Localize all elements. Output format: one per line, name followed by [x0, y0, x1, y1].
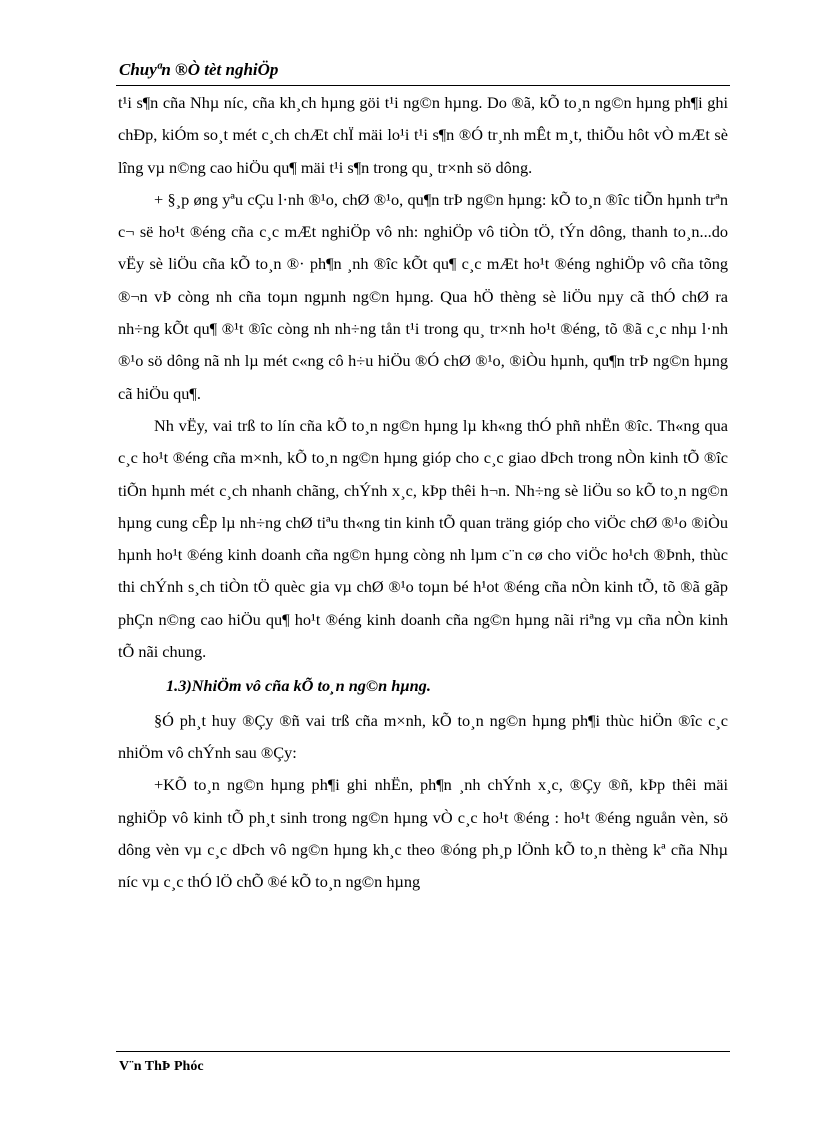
paragraph-3: Nh vËy, vai trß to lín cña kÕ to¸n ng©n hµng lµ kh«ng thÓ phñ nhËn ®îc. Th«ng qua c¸c ho¹t ®éng cña m×nh, kÕ to¸n ng©n hµng gióp cho c¸c giao dÞch trong nÒn kinh tÕ ®îc tiÕn hµnh mét c¸ch nhanh chãng, chÝnh x¸c, kÞp thêi h¬n. Nh÷ng sè liÖu so kÕ to¸n ng©n hµng cung cÊp lµ nh÷ng chØ tiªu th«ng tin kinh tÕ quan träng gióp cho viÖc chØ ®¹o ®iÒu hµnh ho¹t ®éng kinh doanh cña ng©n hµng còng nh lµm c¨n cø cho viÖc ho¹ch ®Þnh, thùc thi chÝnh s¸ch tiÒn tÖ quèc gia vµ chØ ®¹o toµn bé h¹ot ®éng cña nÒn kinh tÕ, tõ ®ã gãp phÇn n©ng cao hiÖu qu¶ ho¹t ®éng kinh doanh cña ng©n hµng nãi riªng vµ cña nÒn kinh tÕ nãi chung. [118, 415, 728, 662]
paragraph-2: + §¸p øng yªu cÇu l·nh ®¹o, chØ ®¹o, qu¶n trÞ ng©n hµng: kÕ to¸n ®îc tiÕn hµnh trªn c¬ së ho¹t ®éng cña c¸c mÆt nghiÖp vô nh: nghiÖp vô tiÒn tÖ, tÝn dông, thanh to¸n...do vËy sè liÖu cña kÕ to¸n ®· ph¶n ¸nh ®îc kÕt qu¶ c¸c mÆt ho¹t ®éng nghiÖp vô cña tõng ®¬n vÞ còng nh cña toµn ngµnh ng©n hµng. Qua hÖ thèng sè liÖu nµy cã thÓ chØ ra nh÷ng kÕt qu¶ ®¹t ®îc còng nh nh÷ng tån t¹i trong qu¸ tr×nh ho¹t ®éng, tõ ®ã c¸c nhµ l·nh ®¹o sö dông nã nh lµ mét c«ng cô h÷u hiÖu ®Ó chØ ®¹o, ®iÒu hµnh, qu¶n trÞ ng©n hµng cã hiÖu qu¶. [118, 189, 728, 403]
document-body [118, 87, 728, 898]
header-divider [116, 85, 730, 86]
footer-divider [116, 1051, 730, 1052]
page-header-title: Chuyªn ®Ò tèt nghiÖp [119, 60, 279, 79]
section-heading: 1.3)NhiÖm vô cña kÕ to¸n ng©n hµng. [166, 676, 431, 696]
footer-author: V¨n ThÞ Phóc [119, 1059, 204, 1074]
paragraph-4: §Ó ph¸t huy ®Çy ®ñ vai trß cña m×nh, kÕ to¸n ng©n hµng ph¶i thùc hiÖn ®îc c¸c nhiÖm vô chÝnh sau ®Çy: [118, 710, 728, 762]
paragraph-5: +KÕ to¸n ng©n hµng ph¶i ghi nhËn, ph¶n ¸nh chÝnh x¸c, ®Çy ®ñ, kÞp thêi mäi nghiÖp vô kinh tÕ ph¸t sinh trong ng©n hµng vÒ c¸c ho¹t ®éng : ho¹t ®éng nguån vèn, sö dông vèn vµ c¸c dÞch vô ng©n hµng kh¸c theo ®óng ph¸p lÖnh kÕ to¸n thèng kª cña Nhµ níc vµ c¸c thÓ lÖ chÕ ®é kÕ to¸n ng©n hµng [118, 775, 728, 892]
paragraph-1: t¹i s¶n cña Nhµ níc, cña kh¸ch hµng göi t¹i ng©n hµng. Do ®ã, kÕ to¸n ng©n hµng ph¶i ghi chÐp, kiÓm so¸t mét c¸ch chÆt chÏ mäi lo¹i t¹i s¶n ®Ó tr¸nh mÊt m¸t, thiÕu hôt vÒ mÆt sè lîng vµ n©ng cao hiÖu qu¶ mäi t¹i s¶n trong qu¸ tr×nh sö dông. [118, 93, 728, 177]
